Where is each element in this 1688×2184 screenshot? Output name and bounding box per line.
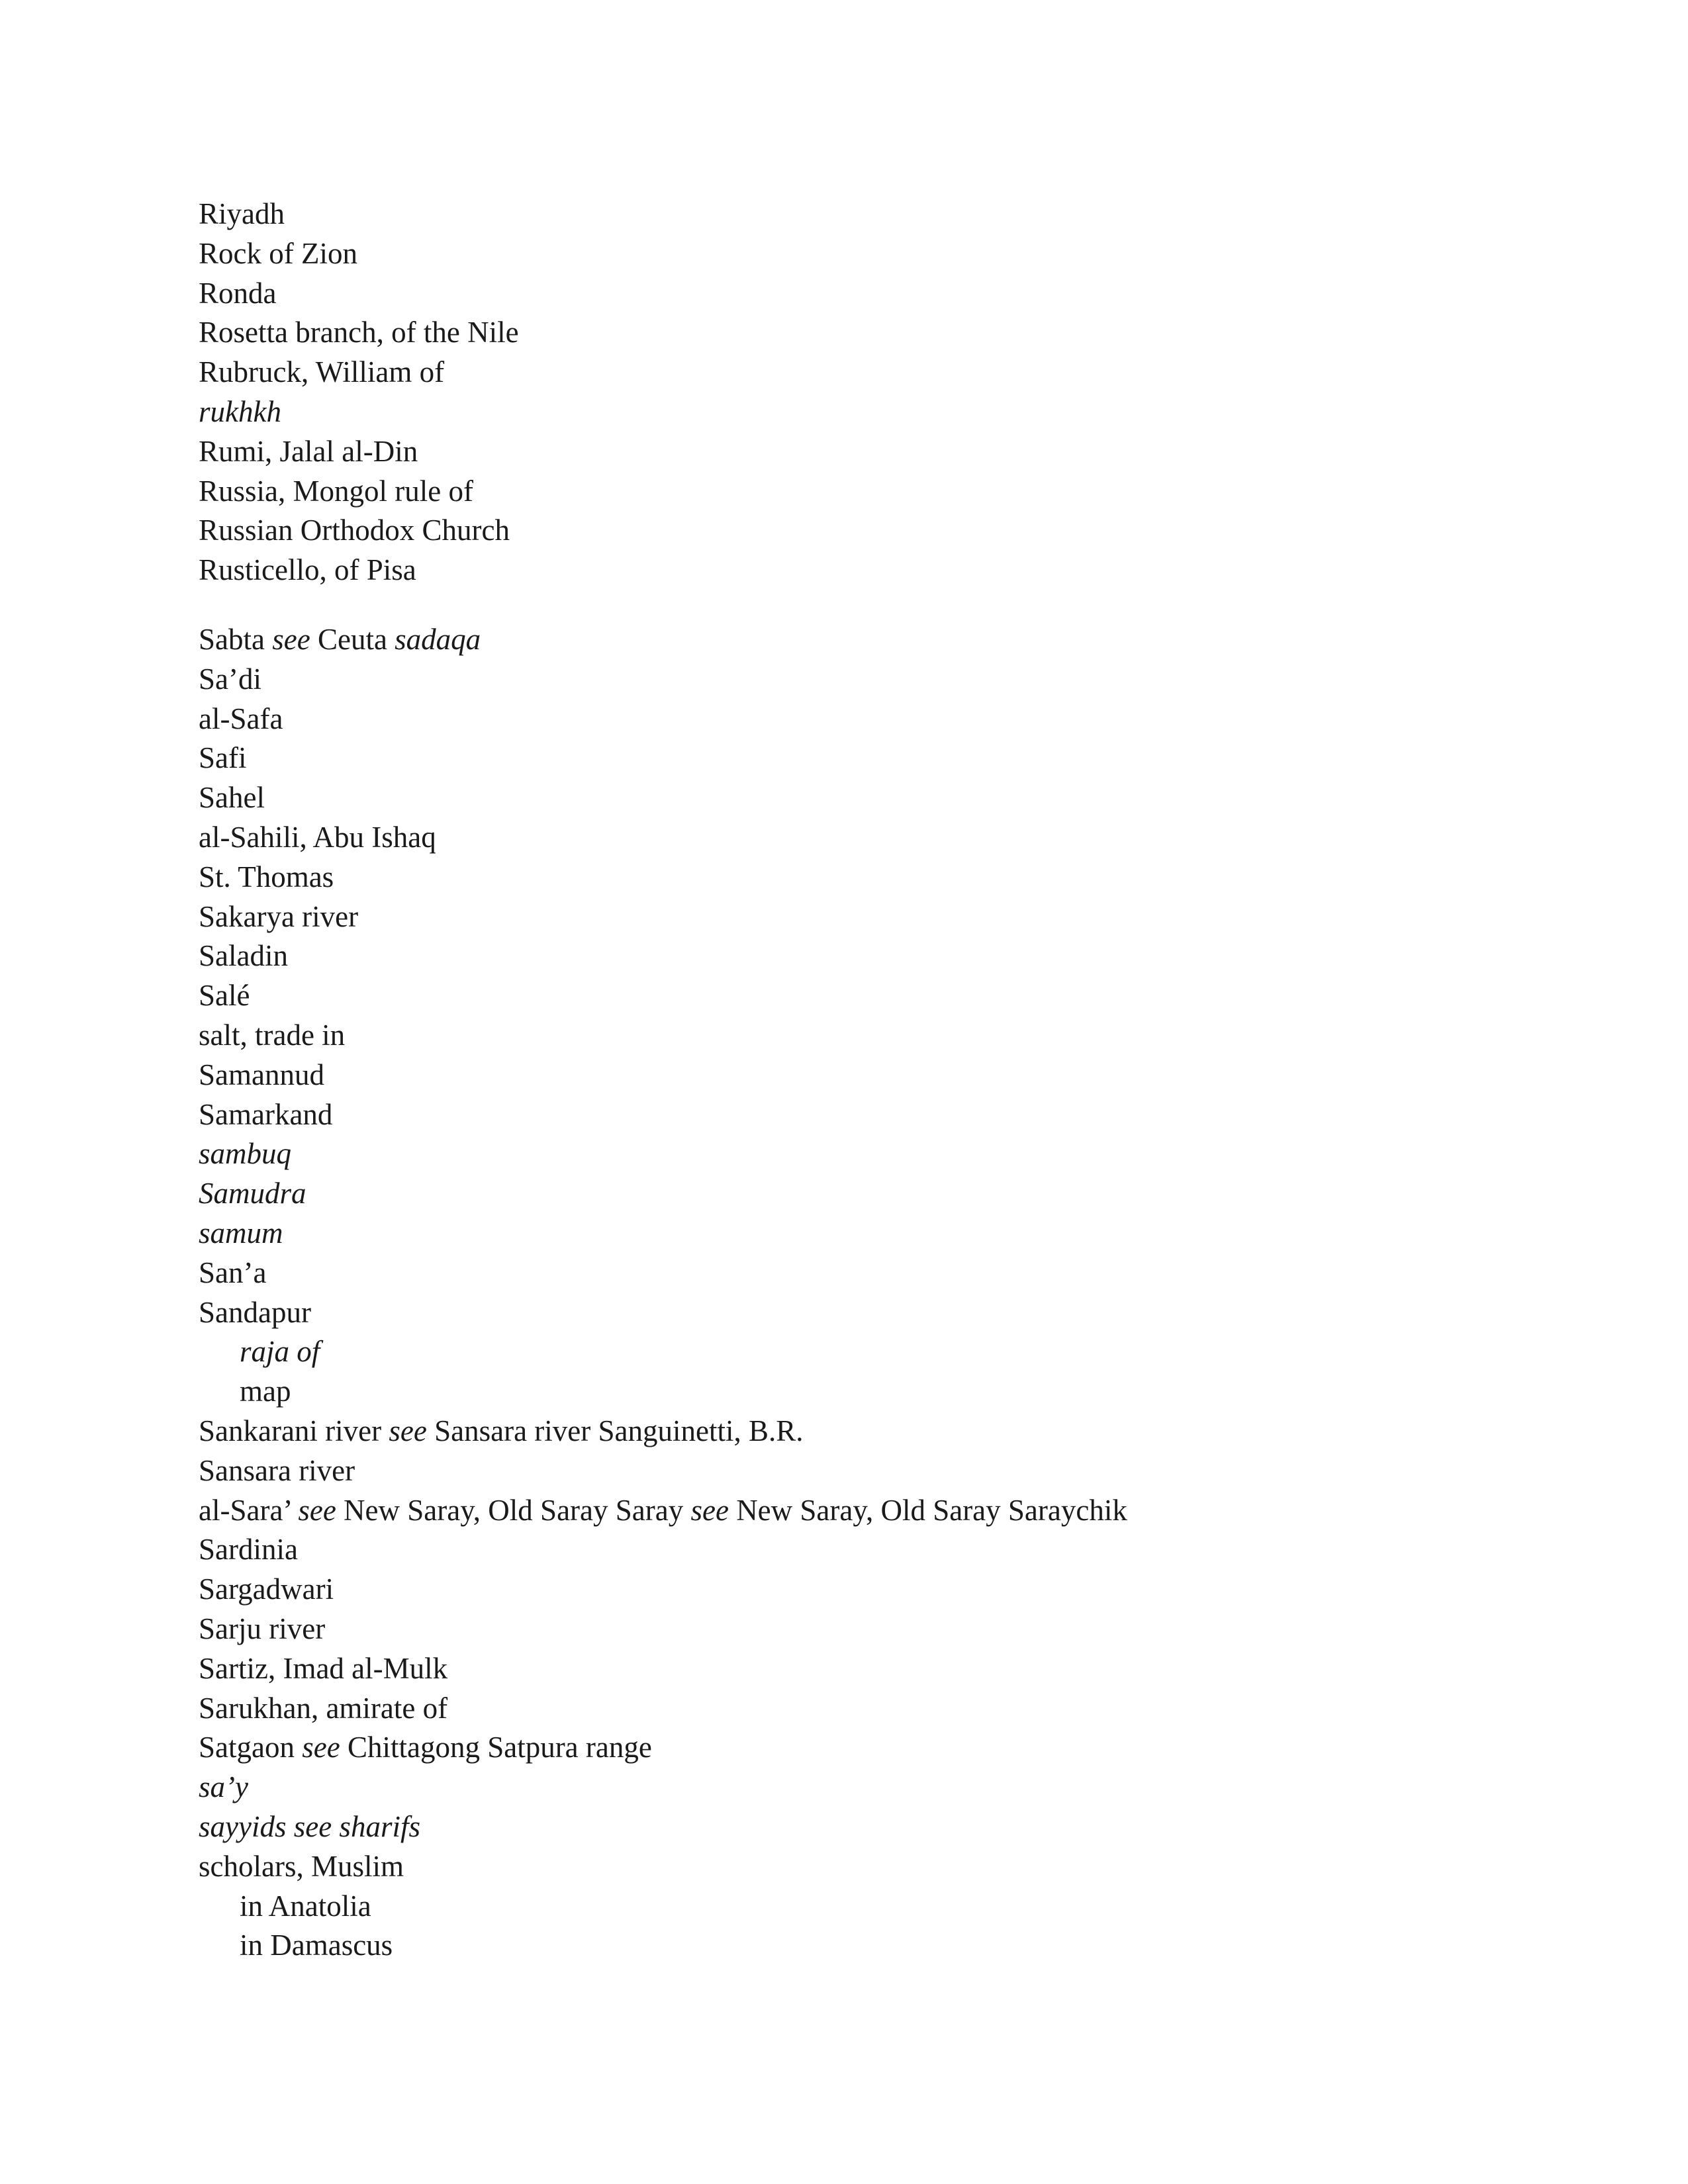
index-entry: samum xyxy=(199,1216,283,1250)
entry-text: Satgaon xyxy=(199,1731,303,1764)
index-subentry: in Anatolia xyxy=(240,1889,371,1923)
index-entry: sambuq xyxy=(199,1137,292,1171)
index-entry: San’a xyxy=(199,1255,267,1289)
entry-text: Chittagong Satpura range xyxy=(340,1731,652,1764)
cross-reference-term: see xyxy=(298,1493,336,1527)
cross-reference-term: see xyxy=(389,1414,427,1447)
cross-reference-term: see xyxy=(690,1493,729,1527)
index-entry: Sarukhan, amirate of xyxy=(199,1691,448,1725)
index-entry xyxy=(199,1411,804,1451)
index-entry: Sardinia xyxy=(199,1533,298,1567)
index-entry xyxy=(199,1727,652,1767)
index-subentry: map xyxy=(240,1375,291,1408)
index-entry: Sakarya river xyxy=(199,899,359,933)
index-entry: al-Sahili, Abu Ishaq xyxy=(199,821,436,854)
index-entry: salt, trade in xyxy=(199,1019,346,1052)
index-entry: sa’y xyxy=(199,1770,248,1804)
cross-reference-term: see xyxy=(302,1731,340,1764)
index-entry xyxy=(199,619,481,659)
entry-text: al-Sara’ xyxy=(199,1493,299,1527)
index-entry: Sandapur xyxy=(199,1295,311,1329)
index-entry: Rumi, Jalal al-Din xyxy=(199,434,418,468)
index-entry: Ronda xyxy=(199,276,277,310)
index-entry: Rock of Zion xyxy=(199,236,357,270)
cross-reference-term: sadaqa xyxy=(395,623,481,656)
index-subentry: in Damascus xyxy=(240,1929,393,1962)
index-entry: Rubruck, William of xyxy=(199,355,445,389)
index-entry: Riyadh xyxy=(199,197,285,230)
index-entry: Sartiz, Imad al-Mulk xyxy=(199,1651,448,1685)
index-entry: Sargadwari xyxy=(199,1572,334,1606)
index-entry: rukhkh xyxy=(199,395,281,428)
index-entry: Samannud xyxy=(199,1058,324,1091)
index-entry: Salé xyxy=(199,979,250,1013)
index-entry: scholars, Muslim xyxy=(199,1849,404,1883)
index-entry: Rosetta branch, of the Nile xyxy=(199,316,519,349)
index-entry: Rusticello, of Pisa xyxy=(199,553,416,587)
index-entry: sayyids see sharifs xyxy=(199,1810,420,1843)
entry-text: New Saray, Old Saray Saraychik xyxy=(728,1493,1127,1527)
index-entry: Russia, Mongol rule of xyxy=(199,474,473,508)
index-entry xyxy=(199,1490,1127,1530)
entry-text: Sabta xyxy=(199,623,273,656)
entry-text: Sankarani river xyxy=(199,1414,389,1447)
index-entry: Sa’di xyxy=(199,662,261,696)
index-entry: Sansara river xyxy=(199,1453,355,1487)
entry-text: Sansara river Sanguinetti, B.R. xyxy=(426,1414,804,1447)
index-entry: St. Thomas xyxy=(199,860,334,893)
index-entry: Russian Orthodox Church xyxy=(199,514,510,547)
cross-reference-term: see xyxy=(272,623,310,656)
index-entry: Saladin xyxy=(199,939,288,973)
index-entry: Samarkand xyxy=(199,1097,333,1131)
index-subentry: raja of xyxy=(240,1335,320,1369)
entry-text: New Saray, Old Saray Saray xyxy=(336,1493,691,1527)
index-entry: Sahel xyxy=(199,781,265,815)
index-entry: Samudra xyxy=(199,1177,306,1210)
index-entry: al-Safa xyxy=(199,702,283,735)
index-entry: Safi xyxy=(199,741,247,775)
index-entry: Sarju river xyxy=(199,1612,326,1645)
entry-text: Ceuta xyxy=(310,623,395,656)
